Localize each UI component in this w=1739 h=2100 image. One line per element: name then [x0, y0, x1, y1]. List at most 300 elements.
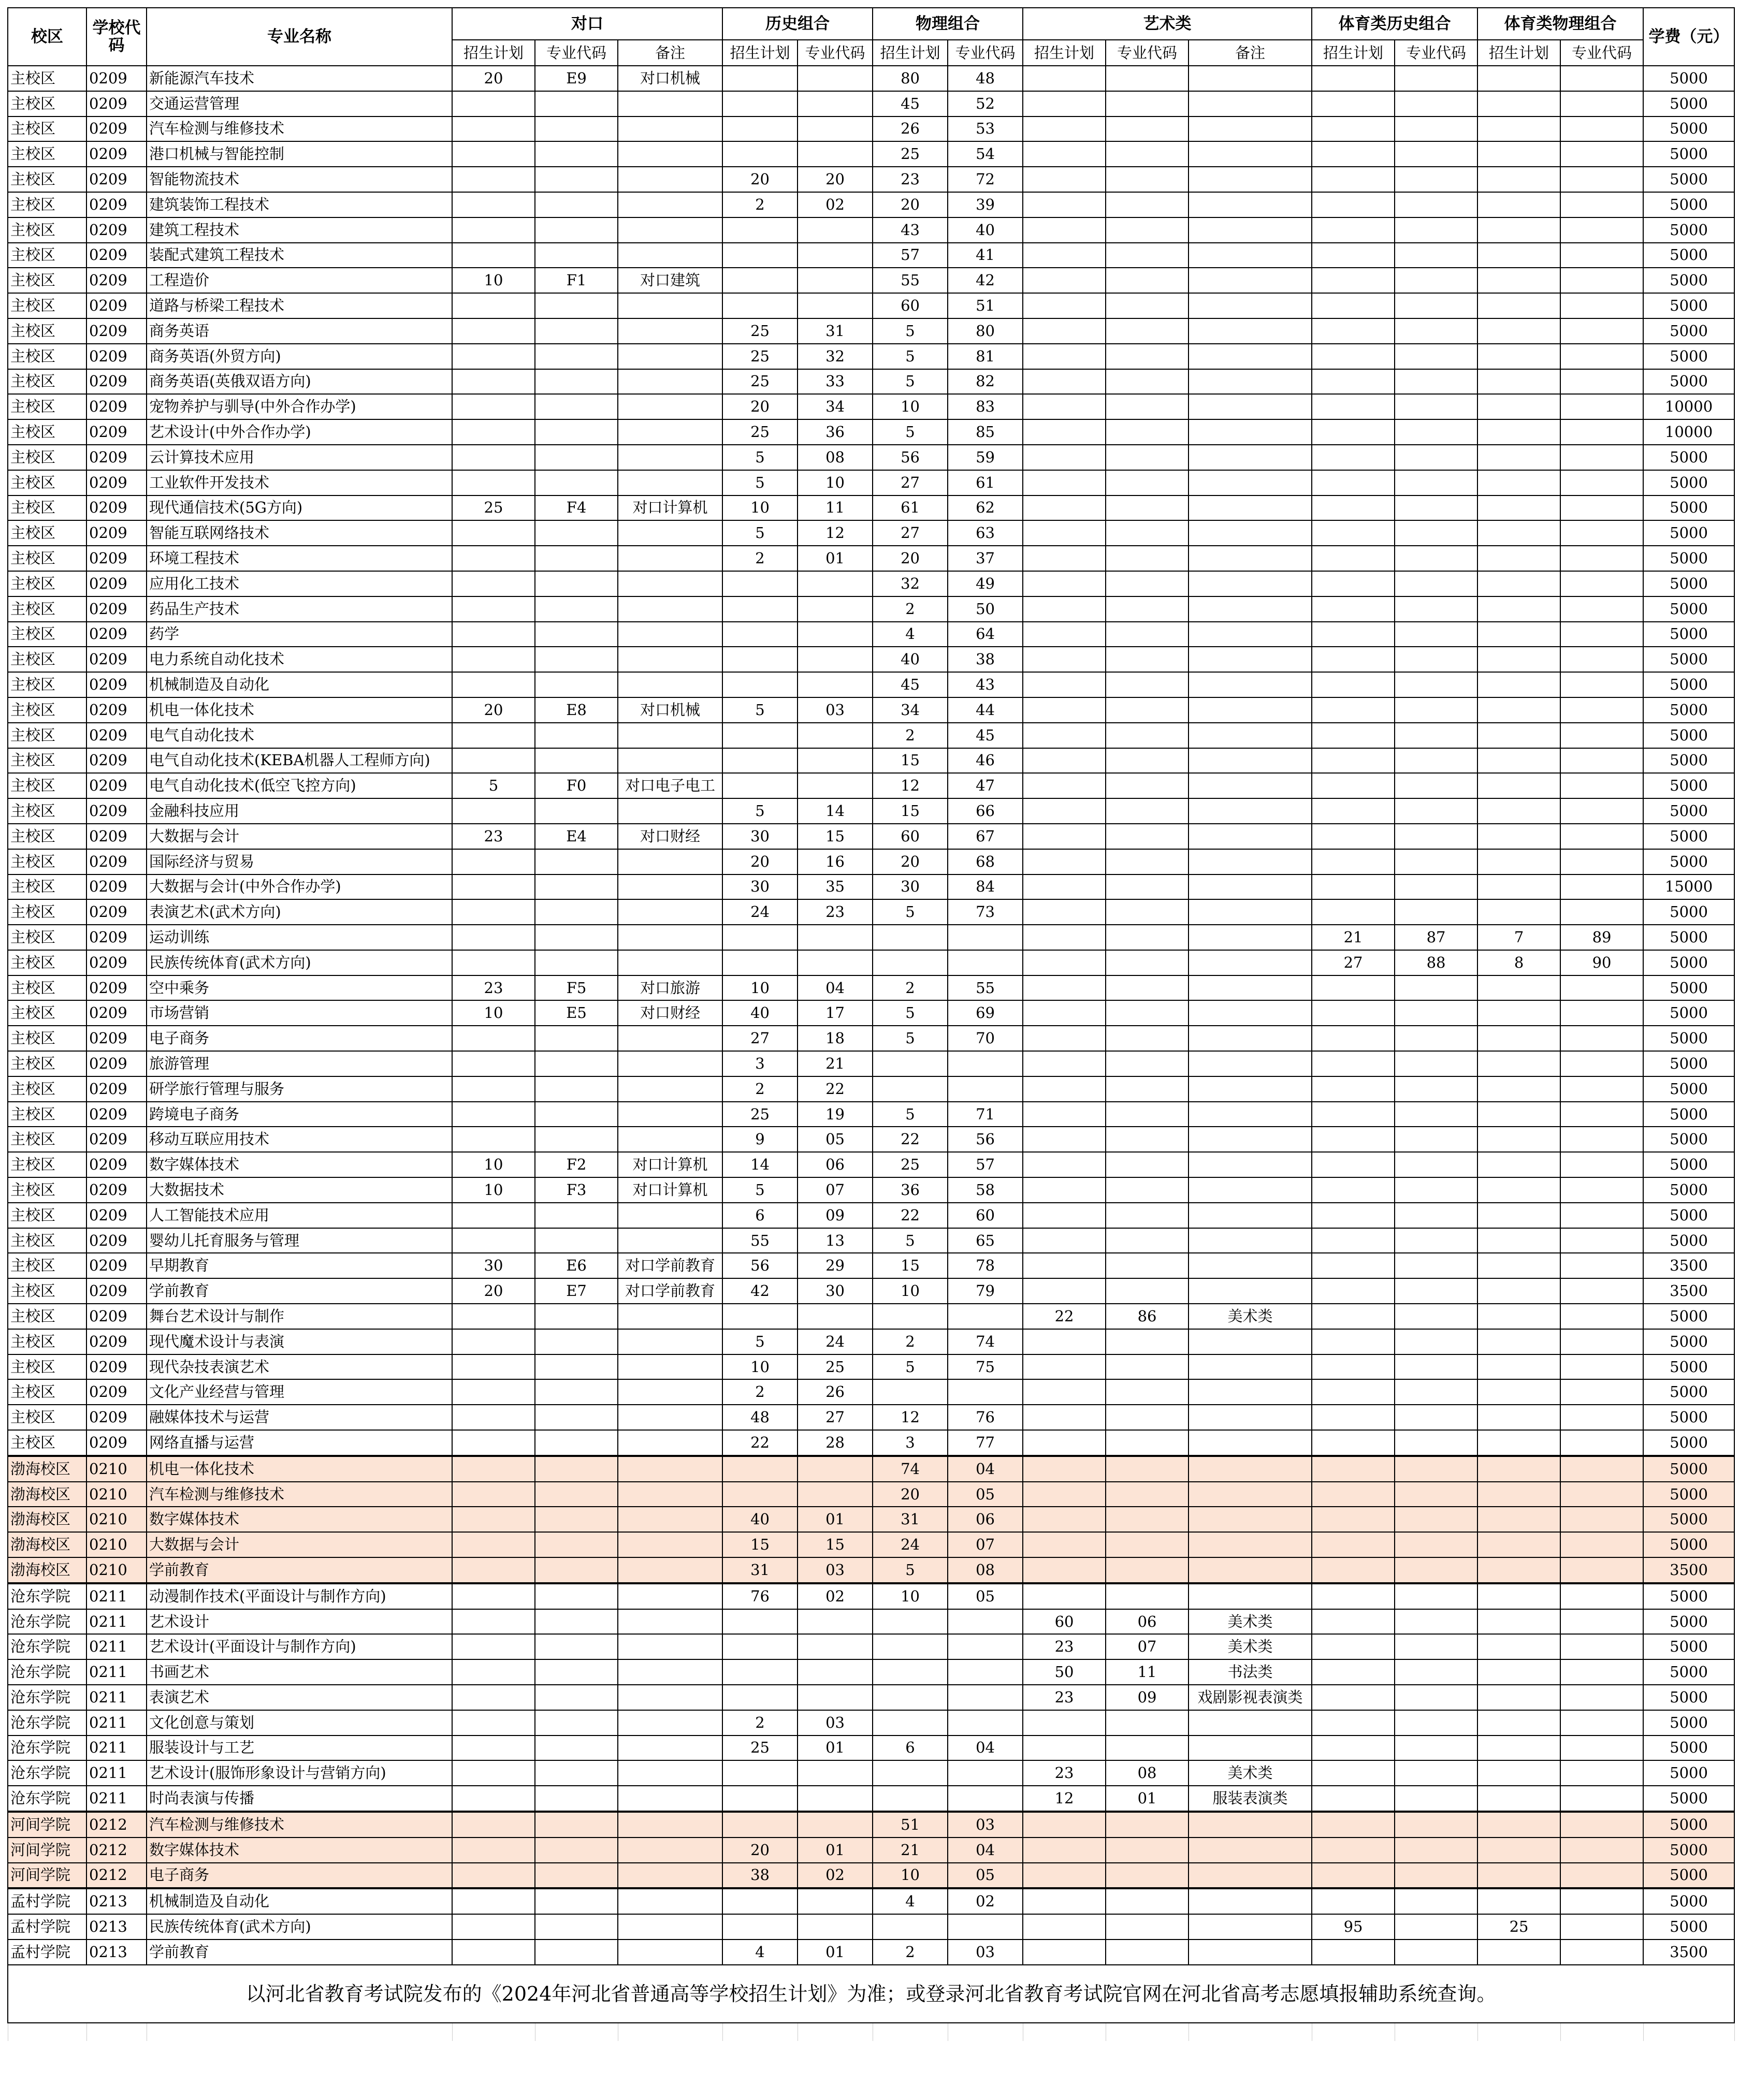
cell-art-plan: [1023, 1076, 1106, 1102]
cell-sport-history-plan: [1312, 1888, 1395, 1914]
cell-art-plan: [1023, 1710, 1106, 1736]
cell-physics-code: 41: [948, 243, 1023, 268]
cell-major: 电子商务: [147, 1026, 452, 1051]
cell-fee: 5000: [1643, 1354, 1734, 1380]
cell-art-plan: [1023, 217, 1106, 243]
cell-campus: 主校区: [8, 167, 86, 192]
cell-physics-code: [948, 1914, 1023, 1939]
cell-sport-physics-plan: [1477, 1152, 1560, 1177]
table-row: [8, 1760, 1734, 1786]
cell-physics-code: 71: [948, 1102, 1023, 1127]
cell-art-plan: [1023, 622, 1106, 647]
cell-duikou-code: [535, 1228, 618, 1253]
cell-sport-physics-code: [1560, 1786, 1643, 1812]
cell-fee: 5000: [1643, 899, 1734, 925]
cell-sport-history-plan: [1312, 697, 1395, 723]
cell-school-code: 0209: [86, 849, 147, 874]
cell-major: 艺术设计(中外合作办学): [147, 419, 452, 445]
cell-art-plan: [1023, 824, 1106, 849]
cell-art-remark: [1189, 1253, 1312, 1278]
cell-duikou-remark: [618, 899, 722, 925]
cell-sport-physics-code: [1560, 748, 1643, 774]
cell-duikou-remark: [618, 1786, 722, 1812]
cell-duikou-remark: [618, 849, 722, 874]
table-header: [8, 8, 1734, 66]
table-row: [8, 1685, 1734, 1710]
cell-duikou-plan: [452, 1532, 535, 1557]
cell-campus: 主校区: [8, 520, 86, 546]
cell-sport-history-plan: [1312, 243, 1395, 268]
cell-duikou-remark: [618, 798, 722, 824]
cell-sport-history-code: [1395, 445, 1477, 470]
cell-art-code: [1106, 647, 1189, 672]
cell-sport-history-plan: [1312, 369, 1395, 395]
cell-physics-plan: 45: [873, 91, 948, 116]
table-row: [8, 1710, 1734, 1736]
cell-history-code: 34: [798, 394, 873, 419]
cell-sport-physics-plan: [1477, 1736, 1560, 1761]
cell-sport-physics-plan: [1477, 217, 1560, 243]
cell-fee: 10000: [1643, 419, 1734, 445]
cell-history-code: [798, 141, 873, 167]
cell-physics-code: [948, 1379, 1023, 1405]
cell-major: 空中乘务: [147, 975, 452, 1001]
cell-duikou-code: [535, 672, 618, 697]
cell-duikou-remark: 对口旅游: [618, 975, 722, 1001]
cell-school-code: 0209: [86, 318, 147, 344]
cell-sport-history-plan: [1312, 192, 1395, 217]
table-row: [8, 318, 1734, 344]
cell-school-code: 0209: [86, 748, 147, 774]
cell-sport-history-code: 88: [1395, 950, 1477, 975]
cell-art-code: [1106, 445, 1189, 470]
cell-sport-history-plan: [1312, 1659, 1395, 1685]
cell-duikou-plan: [452, 1076, 535, 1102]
cell-history-plan: [722, 66, 798, 91]
cell-duikou-code: [535, 1354, 618, 1380]
cell-art-plan: [1023, 116, 1106, 142]
cell-campus: 孟村学院: [8, 1939, 86, 1965]
cell-sport-physics-code: [1560, 1507, 1643, 1532]
cell-art-code: [1106, 167, 1189, 192]
cell-duikou-code: [535, 899, 618, 925]
cell-sport-history-code: [1395, 293, 1477, 318]
cell-physics-plan: [873, 1609, 948, 1635]
cell-history-plan: 56: [722, 1253, 798, 1278]
cell-sport-history-plan: [1312, 1152, 1395, 1177]
cell-sport-history-code: [1395, 1609, 1477, 1635]
cell-duikou-plan: [452, 1127, 535, 1152]
cell-physics-plan: 2: [873, 1939, 948, 1965]
cell-art-remark: [1189, 697, 1312, 723]
cell-sport-history-code: [1395, 1634, 1477, 1659]
cell-duikou-code: [535, 1405, 618, 1430]
cell-physics-plan: 25: [873, 141, 948, 167]
cell-art-remark: [1189, 91, 1312, 116]
cell-school-code: 0210: [86, 1532, 147, 1557]
cell-school-code: 0209: [86, 243, 147, 268]
cell-sport-history-code: [1395, 1000, 1477, 1026]
cell-school-code: 0209: [86, 141, 147, 167]
cell-sport-physics-code: 89: [1560, 925, 1643, 950]
cell-duikou-remark: [618, 874, 722, 900]
cell-history-code: [798, 925, 873, 950]
cell-duikou-code: [535, 1939, 618, 1965]
cell-fee: 5000: [1643, 1102, 1734, 1127]
cell-school-code: 0213: [86, 1939, 147, 1965]
cell-sport-history-code: [1395, 1430, 1477, 1456]
cell-major: 交通运营管理: [147, 91, 452, 116]
cell-sport-physics-code: [1560, 1203, 1643, 1228]
cell-sport-physics-code: [1560, 344, 1643, 369]
cell-history-plan: 42: [722, 1278, 798, 1304]
cell-duikou-remark: [618, 369, 722, 395]
cell-major: 应用化工技术: [147, 571, 452, 596]
cell-duikou-plan: [452, 1557, 535, 1583]
cell-sport-physics-code: [1560, 1127, 1643, 1152]
cell-major: 大数据与会计(中外合作办学): [147, 874, 452, 900]
cell-art-remark: [1189, 1102, 1312, 1127]
cell-history-plan: 10: [722, 495, 798, 521]
cell-history-code: 10: [798, 470, 873, 495]
cell-art-plan: [1023, 950, 1106, 975]
cell-duikou-code: [535, 394, 618, 419]
cell-sport-physics-plan: [1477, 1026, 1560, 1051]
cell-sport-physics-code: [1560, 697, 1643, 723]
cell-duikou-remark: [618, 1127, 722, 1152]
cell-sport-history-code: [1395, 849, 1477, 874]
cell-sport-physics-plan: [1477, 1609, 1560, 1635]
cell-sport-history-code: [1395, 66, 1477, 91]
cell-duikou-remark: [618, 1051, 722, 1076]
cell-sport-physics-plan: [1477, 91, 1560, 116]
table-row: [8, 647, 1734, 672]
table-row: [8, 1557, 1734, 1583]
table-row: [8, 520, 1734, 546]
cell-sport-physics-plan: [1477, 192, 1560, 217]
cell-sport-history-plan: [1312, 1127, 1395, 1152]
cell-duikou-remark: [618, 1634, 722, 1659]
cell-history-code: 08: [798, 445, 873, 470]
cell-sport-physics-plan: [1477, 1760, 1560, 1786]
cell-campus: 主校区: [8, 748, 86, 774]
cell-duikou-remark: [618, 217, 722, 243]
cell-art-plan: 60: [1023, 1609, 1106, 1635]
cell-art-remark: [1189, 1152, 1312, 1177]
cell-sport-physics-plan: [1477, 293, 1560, 318]
cell-physics-code: 60: [948, 1203, 1023, 1228]
cell-fee: 5000: [1643, 798, 1734, 824]
cell-campus: 主校区: [8, 66, 86, 91]
cell-history-code: 21: [798, 1051, 873, 1076]
cell-fee: 5000: [1643, 849, 1734, 874]
cell-duikou-remark: [618, 243, 722, 268]
cell-duikou-plan: 23: [452, 824, 535, 849]
cell-physics-plan: [873, 1685, 948, 1710]
cell-history-code: 12: [798, 520, 873, 546]
cell-history-code: 02: [798, 1583, 873, 1609]
cell-sport-history-plan: [1312, 1354, 1395, 1380]
cell-duikou-code: [535, 1304, 618, 1329]
cell-campus: 主校区: [8, 849, 86, 874]
cell-fee: 5000: [1643, 1634, 1734, 1659]
cell-physics-plan: 2: [873, 975, 948, 1001]
table-row: [8, 1278, 1734, 1304]
cell-sport-physics-plan: [1477, 1076, 1560, 1102]
cell-art-remark: [1189, 318, 1312, 344]
cell-campus: 主校区: [8, 899, 86, 925]
cell-history-code: [798, 1634, 873, 1659]
cell-sport-physics-plan: [1477, 1786, 1560, 1812]
cell-fee: 5000: [1643, 950, 1734, 975]
cell-sport-history-code: [1395, 1583, 1477, 1609]
cell-art-remark: 美术类: [1189, 1634, 1312, 1659]
cell-sport-physics-code: [1560, 1583, 1643, 1609]
table-row: [8, 622, 1734, 647]
cell-sport-history-plan: [1312, 1583, 1395, 1609]
cell-duikou-remark: [618, 1609, 722, 1635]
cell-sport-physics-plan: [1477, 1507, 1560, 1532]
cell-duikou-plan: [452, 217, 535, 243]
cell-history-code: [798, 1482, 873, 1507]
cell-physics-code: [948, 950, 1023, 975]
cell-sport-physics-plan: [1477, 1304, 1560, 1329]
cell-sport-history-code: [1395, 1710, 1477, 1736]
cell-art-plan: [1023, 849, 1106, 874]
table-row: [8, 66, 1734, 91]
cell-physics-code: [948, 925, 1023, 950]
cell-sport-physics-plan: [1477, 1203, 1560, 1228]
table-row: [8, 1051, 1734, 1076]
cell-campus: 沧东学院: [8, 1760, 86, 1786]
cell-history-plan: [722, 293, 798, 318]
cell-art-remark: [1189, 1914, 1312, 1939]
table-row: [8, 748, 1734, 774]
cell-physics-code: 66: [948, 798, 1023, 824]
cell-duikou-remark: [618, 1456, 722, 1482]
cell-major: 舞台艺术设计与制作: [147, 1304, 452, 1329]
cell-physics-plan: 15: [873, 1253, 948, 1278]
cell-art-remark: [1189, 546, 1312, 571]
cell-school-code: 0209: [86, 824, 147, 849]
cell-physics-plan: 4: [873, 1888, 948, 1914]
cell-duikou-plan: 23: [452, 975, 535, 1001]
cell-duikou-code: E7: [535, 1278, 618, 1304]
cell-history-code: 23: [798, 899, 873, 925]
cell-campus: 主校区: [8, 192, 86, 217]
cell-duikou-code: [535, 445, 618, 470]
cell-history-plan: 55: [722, 1228, 798, 1253]
cell-sport-history-plan: [1312, 1026, 1395, 1051]
cell-major: 装配式建筑工程技术: [147, 243, 452, 268]
cell-history-plan: [722, 1786, 798, 1812]
cell-duikou-code: [535, 1482, 618, 1507]
cell-history-code: 04: [798, 975, 873, 1001]
cell-sport-physics-plan: [1477, 824, 1560, 849]
cell-physics-code: 77: [948, 1430, 1023, 1456]
header-major: 专业名称: [147, 8, 452, 66]
cell-history-plan: [722, 116, 798, 142]
table-row: [8, 344, 1734, 369]
cell-school-code: 0212: [86, 1863, 147, 1889]
cell-major: 表演艺术(武术方向): [147, 899, 452, 925]
table-row: [8, 1228, 1734, 1253]
cell-major: 数字媒体技术: [147, 1507, 452, 1532]
cell-physics-code: 59: [948, 445, 1023, 470]
cell-duikou-code: [535, 1051, 618, 1076]
cell-school-code: 0209: [86, 1329, 147, 1354]
cell-duikou-code: [535, 1888, 618, 1914]
cell-sport-physics-plan: [1477, 66, 1560, 91]
cell-duikou-plan: 10: [452, 1000, 535, 1026]
cell-physics-plan: 10: [873, 1278, 948, 1304]
table-row: [8, 116, 1734, 142]
cell-major: 研学旅行管理与服务: [147, 1076, 452, 1102]
cell-duikou-code: [535, 419, 618, 445]
cell-campus: 主校区: [8, 824, 86, 849]
cell-sport-physics-code: [1560, 1076, 1643, 1102]
cell-sport-physics-code: [1560, 1329, 1643, 1354]
header-sport-history: 体育类历史组合: [1312, 8, 1477, 40]
cell-art-plan: [1023, 1812, 1106, 1838]
admission-plan-table: [7, 7, 1735, 2041]
cell-physics-code: 70: [948, 1026, 1023, 1051]
cell-school-code: 0209: [86, 445, 147, 470]
cell-history-plan: [722, 1888, 798, 1914]
cell-duikou-plan: [452, 445, 535, 470]
cell-sport-physics-code: [1560, 91, 1643, 116]
cell-sport-history-plan: [1312, 1710, 1395, 1736]
cell-duikou-plan: [452, 520, 535, 546]
cell-art-remark: [1189, 217, 1312, 243]
cell-school-code: 0209: [86, 899, 147, 925]
cell-physics-plan: 30: [873, 874, 948, 900]
cell-sport-physics-code: [1560, 1914, 1643, 1939]
cell-duikou-plan: 10: [452, 1152, 535, 1177]
cell-school-code: 0209: [86, 1026, 147, 1051]
cell-sport-physics-plan: [1477, 723, 1560, 748]
cell-art-code: 07: [1106, 1634, 1189, 1659]
cell-history-code: 20: [798, 167, 873, 192]
cell-history-plan: [722, 1634, 798, 1659]
cell-campus: 主校区: [8, 925, 86, 950]
cell-art-plan: 50: [1023, 1659, 1106, 1685]
cell-duikou-plan: [452, 1482, 535, 1507]
cell-sport-physics-plan: [1477, 318, 1560, 344]
cell-physics-plan: 56: [873, 445, 948, 470]
cell-sport-physics-plan: [1477, 849, 1560, 874]
cell-school-code: 0209: [86, 1152, 147, 1177]
cell-sport-history-plan: [1312, 1609, 1395, 1635]
cell-sport-history-code: [1395, 1102, 1477, 1127]
cell-physics-plan: 12: [873, 1405, 948, 1430]
table-row: [8, 723, 1734, 748]
cell-art-code: [1106, 975, 1189, 1001]
cell-duikou-remark: [618, 950, 722, 975]
cell-sport-history-code: [1395, 1278, 1477, 1304]
cell-history-code: 25: [798, 1354, 873, 1380]
cell-sport-history-code: [1395, 647, 1477, 672]
table-row: [8, 1482, 1734, 1507]
cell-major: 电气自动化技术: [147, 723, 452, 748]
cell-fee: 5000: [1643, 1482, 1734, 1507]
cell-physics-plan: 10: [873, 394, 948, 419]
cell-major: 早期教育: [147, 1253, 452, 1278]
cell-sport-physics-plan: [1477, 874, 1560, 900]
subheader-plan: 招生计划: [452, 40, 535, 66]
cell-duikou-remark: [618, 419, 722, 445]
cell-physics-code: 54: [948, 141, 1023, 167]
cell-major: 网络直播与运营: [147, 1430, 452, 1456]
cell-history-code: [798, 66, 873, 91]
cell-art-plan: [1023, 748, 1106, 774]
cell-duikou-plan: [452, 1430, 535, 1456]
cell-school-code: 0211: [86, 1710, 147, 1736]
cell-sport-history-code: [1395, 318, 1477, 344]
cell-art-code: [1106, 243, 1189, 268]
cell-art-remark: [1189, 445, 1312, 470]
cell-duikou-remark: 对口机械: [618, 66, 722, 91]
cell-art-plan: [1023, 723, 1106, 748]
cell-history-code: 01: [798, 1838, 873, 1863]
cell-sport-history-plan: [1312, 874, 1395, 900]
cell-physics-code: 38: [948, 647, 1023, 672]
table-row: [8, 192, 1734, 217]
cell-physics-code: 07: [948, 1532, 1023, 1557]
cell-art-remark: [1189, 116, 1312, 142]
cell-art-code: [1106, 1278, 1189, 1304]
cell-duikou-remark: [618, 672, 722, 697]
cell-sport-history-code: [1395, 116, 1477, 142]
cell-art-plan: [1023, 1102, 1106, 1127]
cell-art-plan: [1023, 91, 1106, 116]
cell-sport-physics-code: [1560, 1026, 1643, 1051]
cell-sport-physics-plan: [1477, 1354, 1560, 1380]
cell-history-plan: 2: [722, 1379, 798, 1405]
cell-art-remark: [1189, 1228, 1312, 1253]
cell-major: 民族传统体育(武术方向): [147, 1914, 452, 1939]
cell-physics-plan: 20: [873, 546, 948, 571]
table-row: [8, 697, 1734, 723]
cell-major: 市场营销: [147, 1000, 452, 1026]
cell-school-code: 0211: [86, 1583, 147, 1609]
cell-fee: 3500: [1643, 1278, 1734, 1304]
cell-sport-physics-plan: [1477, 899, 1560, 925]
cell-art-remark: [1189, 394, 1312, 419]
cell-art-code: [1106, 672, 1189, 697]
cell-sport-physics-code: [1560, 1354, 1643, 1380]
cell-duikou-remark: [618, 1379, 722, 1405]
cell-major: 智能物流技术: [147, 167, 452, 192]
table-row: [8, 167, 1734, 192]
cell-history-plan: [722, 748, 798, 774]
cell-sport-physics-plan: [1477, 773, 1560, 798]
cell-sport-physics-plan: [1477, 571, 1560, 596]
cell-physics-plan: 15: [873, 748, 948, 774]
cell-sport-history-code: [1395, 192, 1477, 217]
cell-history-plan: [722, 1685, 798, 1710]
cell-history-plan: 5: [722, 520, 798, 546]
cell-sport-history-code: [1395, 394, 1477, 419]
cell-fee: 5000: [1643, 470, 1734, 495]
subheader-code: 专业代码: [798, 40, 873, 66]
cell-art-plan: 23: [1023, 1634, 1106, 1659]
cell-art-plan: [1023, 874, 1106, 900]
subheader-code: 专业代码: [1560, 40, 1643, 66]
cell-art-plan: [1023, 192, 1106, 217]
cell-history-code: 31: [798, 318, 873, 344]
cell-major: 艺术设计: [147, 1609, 452, 1635]
